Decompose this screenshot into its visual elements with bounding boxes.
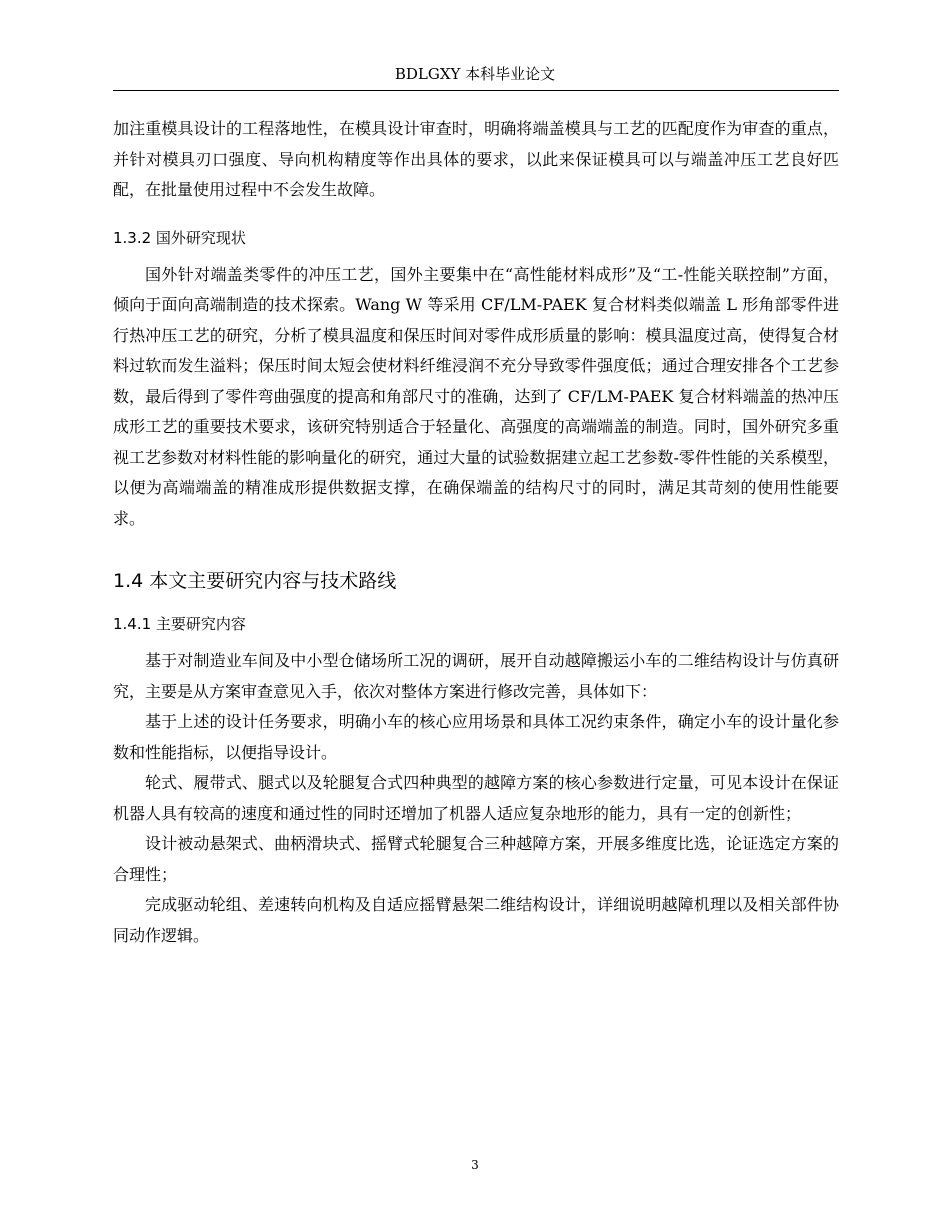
paragraph-research-content-4: 设计被动悬架式、曲柄滑块式、摇臂式轮腿复合三种越障方案，开展多维度比选，论证选定方案的合理性； <box>113 834 839 884</box>
paragraph-research-content-5: 完成驱动轮组、差速转向机构及自适应摇臂悬架二维结构设计，详细说明越障机理以及相关部件协同动作逻辑。 <box>113 895 839 945</box>
page-number: 3 <box>471 1158 479 1172</box>
page-body <box>113 114 839 951</box>
paragraph-intro-continuation: 加注重模具设计的工程落地性，在模具设计审查时，明确将端盖模具与工艺的匹配度作为审查的重点，并针对模具刃口强度、导向机构精度等作出具体的要求，以此来保证模具可以与端盖冲压工艺良好匹配，在批量使用过程中不会发生故障。 <box>113 119 839 199</box>
section-heading-1-4-1: 1.4.1 主要研究内容 <box>113 615 246 633</box>
paragraph-research-content-1: 基于对制造业车间及中小型仓储场所工况的调研，展开自动越障搬运小车的二维结构设计与仿真研究，主要是从方案审查意见入手，依次对整体方案进行修改完善，具体如下： <box>113 651 839 701</box>
section-heading-1-4: 1.4 本文主要研究内容与技术路线 <box>113 570 397 592</box>
section-heading-1-3-2: 1.3.2 国外研究现状 <box>113 228 246 247</box>
paragraph-research-content-2: 基于上述的设计任务要求，明确小车的核心应用场景和具体工况约束条件，确定小车的设计量化参数和性能指标，以便指导设计。 <box>113 712 839 762</box>
paragraph-foreign-research: 国外针对端盖类零件的冲压工艺，国外主要集中在“高性能材料成形”及“工-性能关联控制”方面，倾向于面向高端制造的技术探索。Wang W 等采用 CF/LM-PAEK 复合材料类似端盖 L 形角部零件进行热冲压工艺的研究，分析了模具温度和保压时间对零件成形质量的影响：模具温度过高，使得复合材料过软而发生溢料；保压时间太短会使材料纤维浸润不充分导致零件强度低；通过合理安排各个工艺参数，最后得到了零件弯曲强度的提高和角部尺寸的准确，达到了 CF/LM-PAEK 复合材料端盖的热冲压成形工艺的重要技术要求，该研究特别适合于轻量化、高强度的高端端盖的制造。同时，国外研究多重视工艺参数对材料性能的影响量化的研究，通过大量的试验数据建立起工艺参数-零件性能的关系模型，以便为高端端盖的精准成形提供数据支撑，在确保端盖的结构尺寸的同时，满足其苛刻的使用性能要求。 <box>113 264 839 528</box>
paragraph-research-content-3: 轮式、履带式、腿式以及轮腿复合式四种典型的越障方案的核心参数进行定量，可见本设计在保证机器人具有较高的速度和通过性的同时还增加了机器人适应复杂地形的能力，具有一定的创新性； <box>113 773 839 823</box>
header-rule <box>113 90 839 91</box>
running-header: BDLGXY 本科毕业论文 <box>394 65 556 83</box>
